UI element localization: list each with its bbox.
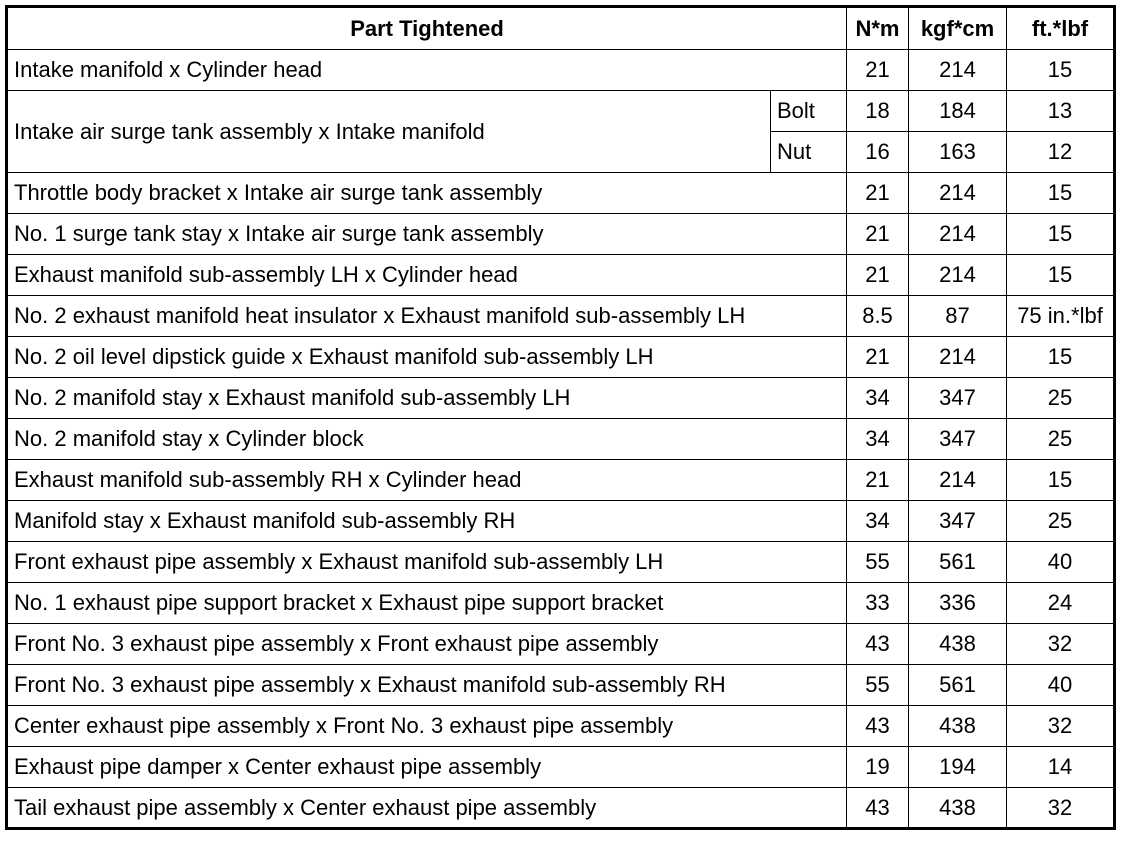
ftlbf-cell: 14	[1007, 747, 1115, 788]
kgfcm-cell: 438	[909, 624, 1007, 665]
table-row	[7, 624, 1115, 665]
kgfcm-cell: 184	[909, 91, 1007, 132]
kgfcm-cell: 347	[909, 378, 1007, 419]
nm-cell: 21	[847, 214, 909, 255]
table-row	[7, 296, 1115, 337]
part-cell: No. 2 manifold stay x Exhaust manifold sub-assembly LH	[7, 378, 847, 419]
kgfcm-cell: 438	[909, 706, 1007, 747]
kgfcm-cell: 214	[909, 173, 1007, 214]
kgfcm-cell: 561	[909, 542, 1007, 583]
kgfcm-cell: 214	[909, 337, 1007, 378]
table-row	[7, 255, 1115, 296]
kgfcm-cell: 194	[909, 747, 1007, 788]
ftlbf-cell: 15	[1007, 460, 1115, 501]
part-cell: Intake manifold x Cylinder head	[7, 50, 847, 91]
nm-cell: 21	[847, 337, 909, 378]
ftlbf-cell: 15	[1007, 214, 1115, 255]
kgfcm-cell: 214	[909, 50, 1007, 91]
ftlbf-cell: 40	[1007, 542, 1115, 583]
kgfcm-cell: 214	[909, 460, 1007, 501]
table-row	[7, 501, 1115, 542]
ftlbf-cell: 15	[1007, 173, 1115, 214]
part-cell: Exhaust pipe damper x Center exhaust pipe assembly	[7, 747, 847, 788]
kgfcm-cell: 87	[909, 296, 1007, 337]
part-cell: Front exhaust pipe assembly x Exhaust manifold sub-assembly LH	[7, 542, 847, 583]
header-kgfcm: kgf*cm	[909, 7, 1007, 50]
nm-cell: 43	[847, 788, 909, 829]
nm-cell: 21	[847, 460, 909, 501]
kgfcm-cell: 214	[909, 255, 1007, 296]
part-cell: No. 2 manifold stay x Cylinder block	[7, 419, 847, 460]
nm-cell: 55	[847, 542, 909, 583]
part-cell: Manifold stay x Exhaust manifold sub-assembly RH	[7, 501, 847, 542]
part-cell: Front No. 3 exhaust pipe assembly x Exhaust manifold sub-assembly RH	[7, 665, 847, 706]
table-row	[7, 214, 1115, 255]
kgfcm-cell: 438	[909, 788, 1007, 829]
torque-spec-table	[5, 5, 1116, 830]
part-cell: No. 1 surge tank stay x Intake air surge tank assembly	[7, 214, 847, 255]
nm-cell: 21	[847, 50, 909, 91]
nm-cell: 21	[847, 173, 909, 214]
header-nm: N*m	[847, 7, 909, 50]
kgfcm-cell: 561	[909, 665, 1007, 706]
fastener-type-cell: Nut	[771, 132, 847, 173]
kgfcm-cell: 347	[909, 501, 1007, 542]
table-row	[7, 706, 1115, 747]
table-row	[7, 337, 1115, 378]
kgfcm-cell: 347	[909, 419, 1007, 460]
ftlbf-cell: 75 in.*lbf	[1007, 296, 1115, 337]
table-row	[7, 747, 1115, 788]
ftlbf-cell: 40	[1007, 665, 1115, 706]
table-row	[7, 542, 1115, 583]
fastener-type-cell: Bolt	[771, 91, 847, 132]
table-row	[7, 173, 1115, 214]
nm-cell: 34	[847, 419, 909, 460]
nm-cell: 18	[847, 91, 909, 132]
table-row	[7, 665, 1115, 706]
kgfcm-cell: 163	[909, 132, 1007, 173]
part-cell: Exhaust manifold sub-assembly RH x Cylinder head	[7, 460, 847, 501]
ftlbf-cell: 32	[1007, 706, 1115, 747]
part-cell: No. 1 exhaust pipe support bracket x Exhaust pipe support bracket	[7, 583, 847, 624]
nm-cell: 55	[847, 665, 909, 706]
ftlbf-cell: 25	[1007, 419, 1115, 460]
part-cell: Intake air surge tank assembly x Intake manifold	[7, 91, 771, 173]
table-row	[7, 378, 1115, 419]
nm-cell: 21	[847, 255, 909, 296]
table-row	[7, 50, 1115, 91]
ftlbf-cell: 24	[1007, 583, 1115, 624]
nm-cell: 8.5	[847, 296, 909, 337]
part-cell: Exhaust manifold sub-assembly LH x Cylinder head	[7, 255, 847, 296]
part-cell: Center exhaust pipe assembly x Front No. 3 exhaust pipe assembly	[7, 706, 847, 747]
header-ftlbf: ft.*lbf	[1007, 7, 1115, 50]
table-row	[7, 419, 1115, 460]
part-cell: Front No. 3 exhaust pipe assembly x Front exhaust pipe assembly	[7, 624, 847, 665]
nm-cell: 43	[847, 624, 909, 665]
nm-cell: 19	[847, 747, 909, 788]
table-row	[7, 460, 1115, 501]
header-row	[7, 7, 1115, 50]
part-cell: No. 2 exhaust manifold heat insulator x Exhaust manifold sub-assembly LH	[7, 296, 847, 337]
nm-cell: 34	[847, 378, 909, 419]
ftlbf-cell: 12	[1007, 132, 1115, 173]
kgfcm-cell: 214	[909, 214, 1007, 255]
nm-cell: 16	[847, 132, 909, 173]
ftlbf-cell: 25	[1007, 501, 1115, 542]
table-row	[7, 583, 1115, 624]
ftlbf-cell: 15	[1007, 255, 1115, 296]
table-row	[7, 91, 1115, 132]
nm-cell: 34	[847, 501, 909, 542]
part-cell: No. 2 oil level dipstick guide x Exhaust manifold sub-assembly LH	[7, 337, 847, 378]
header-part-tightened: Part Tightened	[7, 7, 847, 50]
table-row	[7, 788, 1115, 829]
nm-cell: 33	[847, 583, 909, 624]
ftlbf-cell: 13	[1007, 91, 1115, 132]
ftlbf-cell: 25	[1007, 378, 1115, 419]
part-cell: Throttle body bracket x Intake air surge tank assembly	[7, 173, 847, 214]
kgfcm-cell: 336	[909, 583, 1007, 624]
part-cell: Tail exhaust pipe assembly x Center exhaust pipe assembly	[7, 788, 847, 829]
ftlbf-cell: 32	[1007, 624, 1115, 665]
ftlbf-cell: 15	[1007, 50, 1115, 91]
ftlbf-cell: 15	[1007, 337, 1115, 378]
nm-cell: 43	[847, 706, 909, 747]
ftlbf-cell: 32	[1007, 788, 1115, 829]
